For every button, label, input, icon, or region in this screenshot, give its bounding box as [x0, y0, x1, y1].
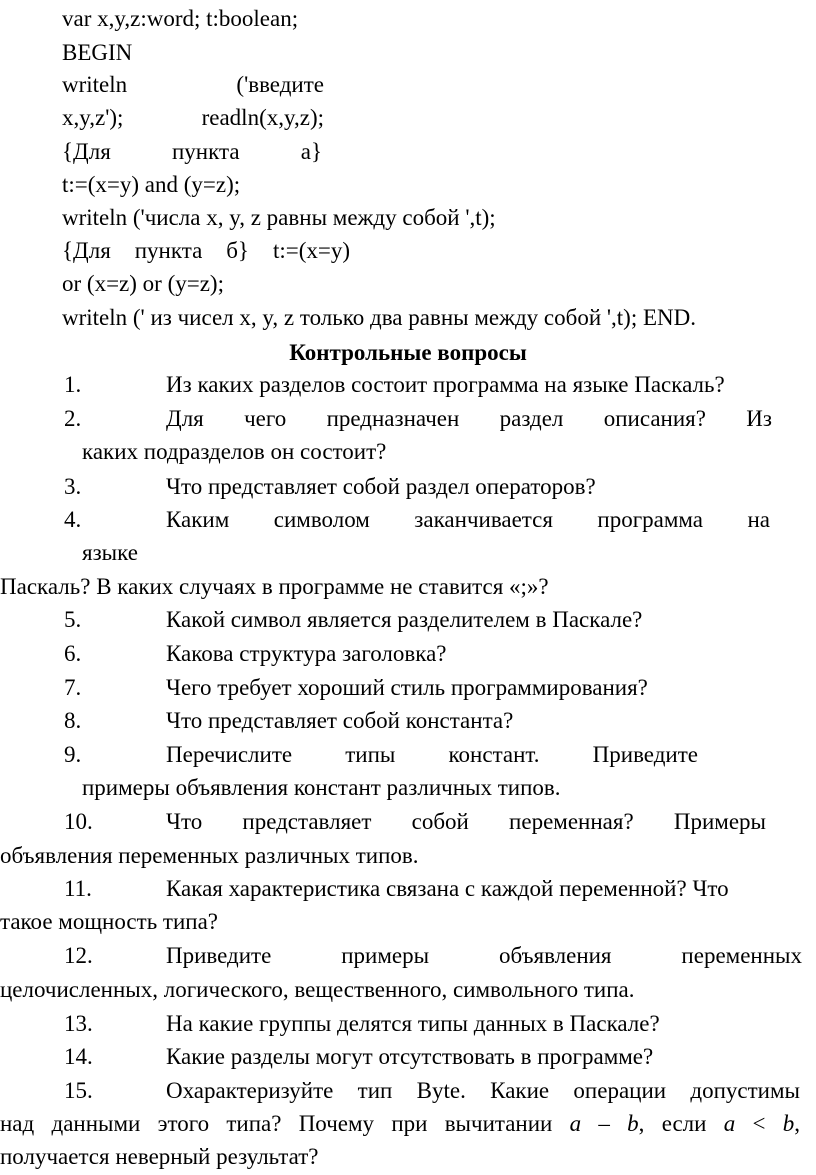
- code-line-5: [62, 138, 322, 166]
- code-line-3: [62, 71, 324, 99]
- question-text-line: Что представляет собой переменная? Примеры: [166, 809, 766, 834]
- question-text-line: Перечислите типы констант. Приведите: [166, 742, 698, 767]
- question-text: Какой символ является разделителем в Паскале?: [166, 607, 643, 632]
- variable-b: b: [782, 1111, 795, 1136]
- question-text-line: Каким символом заканчивается программа на: [166, 507, 770, 532]
- question-text-line: примеры объявления констант различных типов.: [82, 775, 561, 800]
- question-number: 15.: [64, 1078, 93, 1103]
- question-text-line: каких подразделов он состоит?: [82, 439, 387, 464]
- code-token: б}: [226, 238, 249, 263]
- question-text-line: целочисленных, логического, вещественного, символьного типа.: [0, 977, 635, 1002]
- variable-b: b: [627, 1111, 639, 1136]
- question-number: 4.: [64, 507, 82, 532]
- code-line-8: [62, 237, 350, 265]
- question-text: Из каких разделов состоит программа на языке Паскаль?: [166, 372, 725, 397]
- question-text-line: [0, 1110, 800, 1138]
- code-token: пункта: [172, 139, 240, 164]
- code-token: {Для: [62, 238, 111, 263]
- question-text-line: получается неверный результат?: [0, 1144, 319, 1169]
- variable-a: a: [723, 1111, 736, 1136]
- question-number: 9.: [64, 742, 82, 767]
- question-text: Какова структура заголовка?: [166, 641, 447, 666]
- question-text: Что представляет собой раздел операторов?: [166, 474, 596, 499]
- text-run: над данными этого типа? Почему при вычитании: [0, 1111, 570, 1136]
- text-run: <: [735, 1111, 783, 1136]
- question-text-line: Паскаль? В каких случаях в программе не ставится «;»?: [0, 574, 549, 599]
- question-text-line: Приведите примеры объявления переменных: [166, 943, 802, 968]
- question-text-line: объявления переменных различных типов.: [0, 843, 419, 868]
- question-number: 2.: [64, 406, 82, 431]
- code-line-6: t:=(x=y) and (y=z);: [62, 172, 241, 197]
- question-number: 13.: [64, 1011, 93, 1036]
- code-line-2: BEGIN: [62, 40, 133, 65]
- text-run: , если: [638, 1111, 724, 1136]
- code-line-10: writeln (' из чисел x, y, z только два равны между собой ',t); END.: [62, 305, 697, 330]
- question-number: 1.: [64, 372, 82, 397]
- code-token: writeln: [62, 72, 128, 97]
- code-token: t:=(x=y): [272, 238, 350, 263]
- question-text: На какие группы делятся типы данных в Паскале?: [166, 1011, 660, 1036]
- code-token: x,y,z');: [62, 105, 124, 130]
- question-number: 14.: [64, 1044, 93, 1069]
- question-text: Чего требует хороший стиль программирования?: [166, 675, 648, 700]
- question-text-line: Охарактеризуйте тип Byte. Какие операции допустимы: [166, 1078, 800, 1103]
- question-text: Что представляет собой константа?: [166, 708, 514, 733]
- question-number: 8.: [64, 708, 82, 733]
- variable-a: a: [569, 1111, 582, 1136]
- code-token: readln(x,y,z);: [201, 105, 324, 130]
- question-number: 11.: [64, 876, 92, 901]
- question-text-line: такое мощность типа?: [0, 909, 219, 934]
- code-token: а}: [300, 139, 322, 164]
- question-number: 10.: [64, 809, 93, 834]
- text-run: –: [581, 1111, 628, 1136]
- question-number: 7.: [64, 675, 82, 700]
- section-heading: Контрольные вопросы: [289, 340, 527, 365]
- question-number: 3.: [64, 474, 82, 499]
- question-number: 6.: [64, 641, 82, 666]
- question-text-line: Для чего предназначен раздел описания? Из: [166, 406, 772, 431]
- question-text: Какие разделы могут отсутствовать в программе?: [166, 1044, 654, 1069]
- text-run: ,: [794, 1111, 800, 1136]
- code-line-4: [62, 104, 324, 132]
- code-token: {Для: [62, 139, 111, 164]
- question-text-line: языке: [82, 540, 138, 565]
- question-number: 12.: [64, 943, 93, 968]
- code-token: пункта: [134, 238, 203, 263]
- code-line-9: or (x=z) or (y=z);: [62, 271, 224, 296]
- code-line-1: var x,y,z:word; t:boolean;: [62, 6, 299, 31]
- code-line-7: writeln ('числа x, y, z равны между собой ',t);: [62, 205, 496, 230]
- question-text-line: Какая характеристика связана с каждой переменной? Что: [166, 876, 729, 901]
- code-token: ('введите: [236, 72, 324, 97]
- question-number: 5.: [64, 607, 82, 632]
